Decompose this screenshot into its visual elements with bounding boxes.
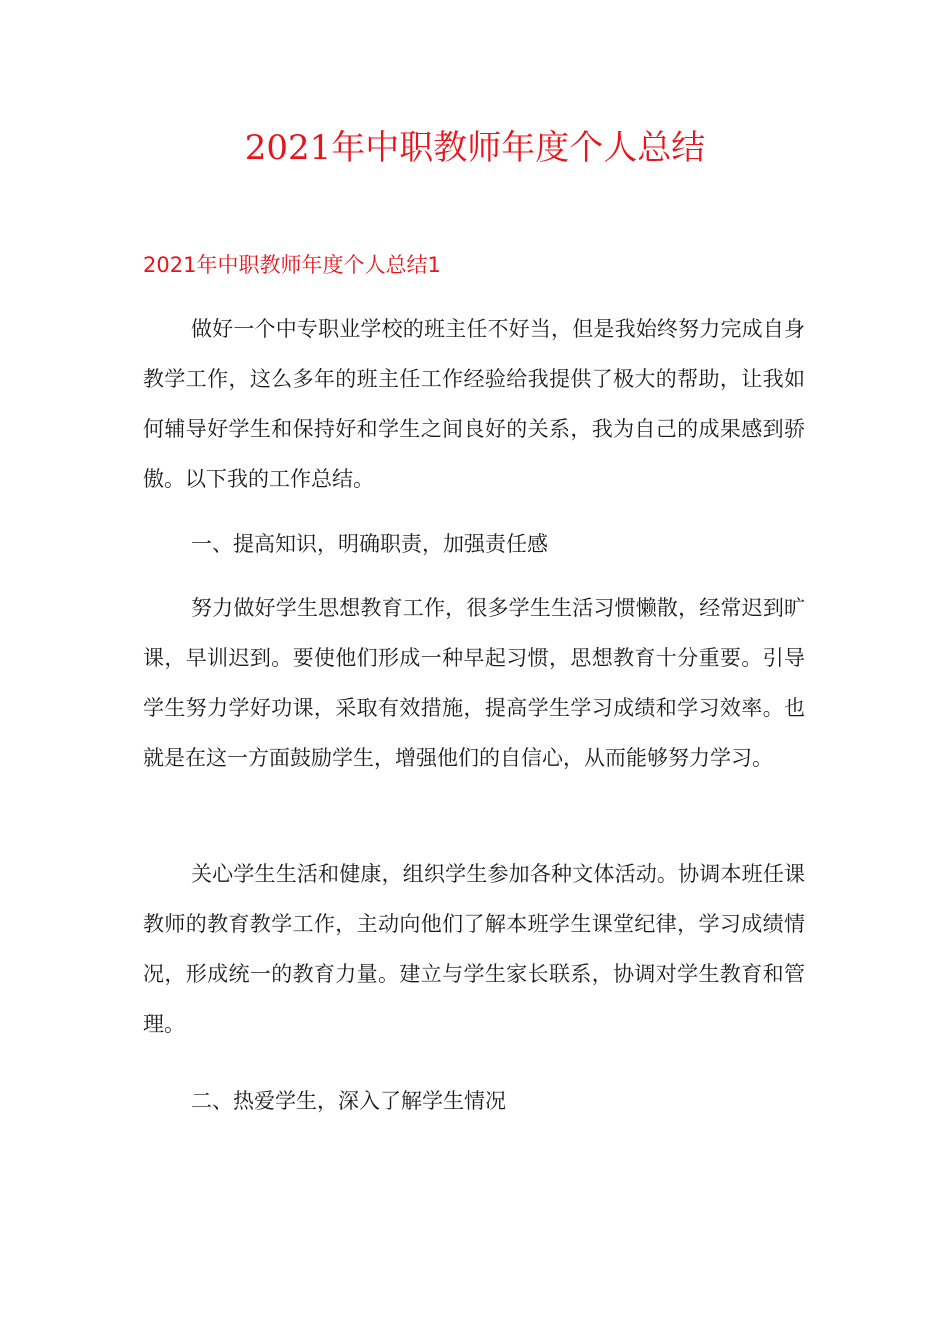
paragraph-intro: 做好一个中专职业学校的班主任不好当，但是我始终努力完成自身教学工作，这么多年的班主任工作经验给我提供了极大的帮助，让我如何辅导好学生和保持好和学生之间良好的关系，我为自己的成果感到骄傲。以下我的工作总结。 xyxy=(143,317,805,491)
subheading-one: 一、提高知识，明确职责，加强责任感 xyxy=(191,532,548,556)
section-title: 2021年中职教师年度个人总结1 xyxy=(143,253,441,277)
subheading-two: 二、热爱学生，深入了解学生情况 xyxy=(191,1089,506,1113)
paragraph-thought-education: 努力做好学生思想教育工作，很多学生生活习惯懒散，经常迟到旷课，早训迟到。要使他们形成一种早起习惯，思想教育十分重要。引导学生努力学好功课，采取有效措施，提高学生学习成绩和学习效率。也就是在这一方面鼓励学生，增强他们的自信心，从而能够努力学习。 xyxy=(143,596,805,770)
paragraph-student-care: 关心学生生活和健康，组织学生参加各种文体活动。协调本班任课教师的教育教学工作，主动向他们了解本班学生课堂纪律，学习成绩情况，形成统一的教育力量。建立与学生家长联系，协调对学生教育和管理。 xyxy=(143,862,805,1036)
document-title: 2021年中职教师年度个人总结 xyxy=(244,128,706,168)
